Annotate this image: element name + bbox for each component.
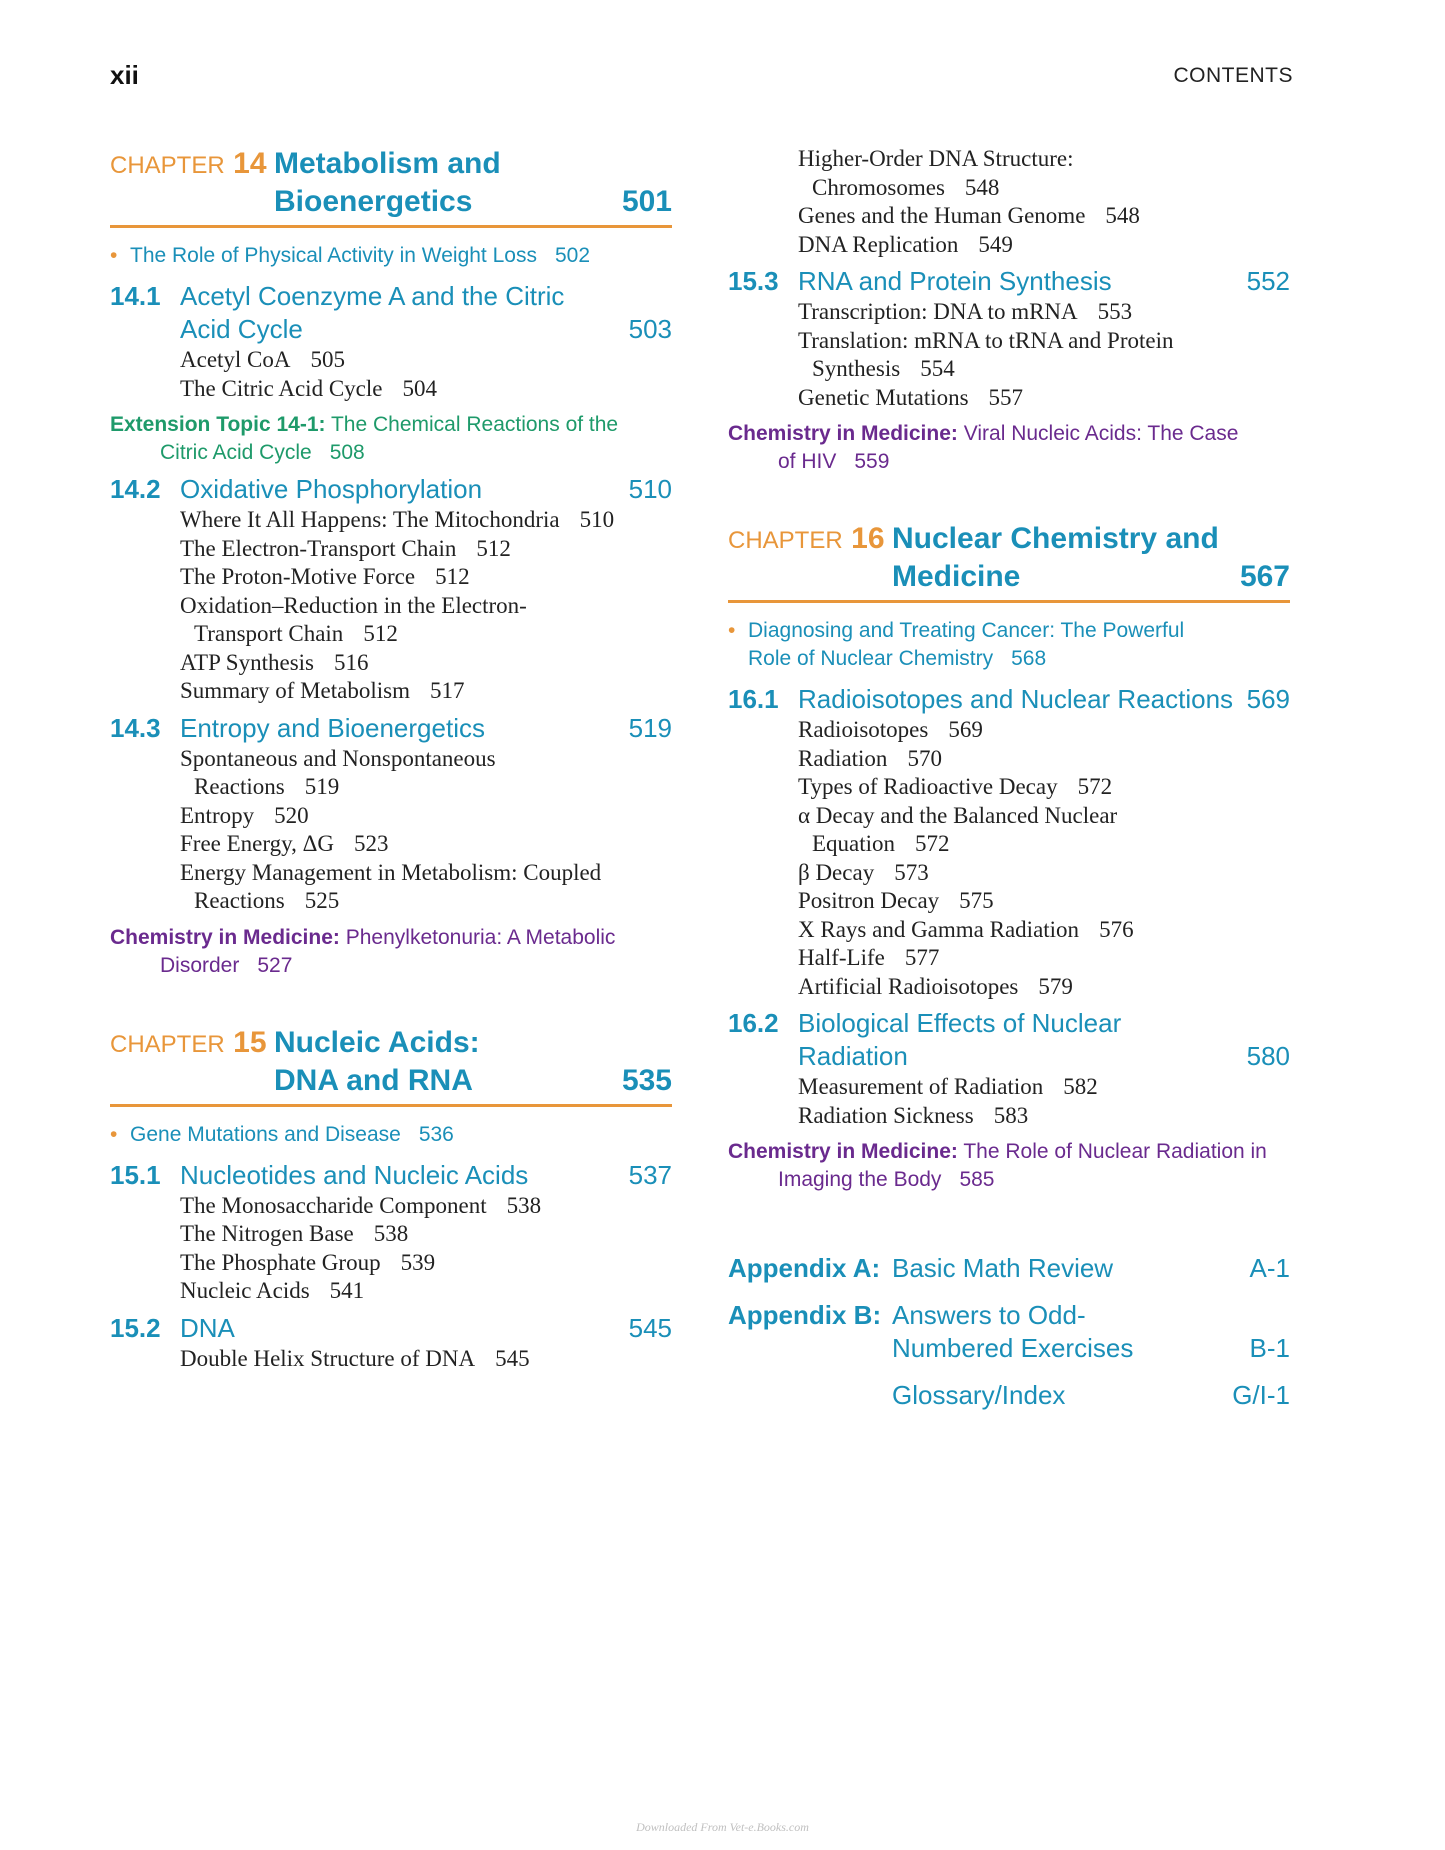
feature-text: The Role of Physical Activity in Weight Loss bbox=[130, 244, 537, 267]
section-title-line: Nucleotides and Nucleic Acids bbox=[180, 1159, 529, 1190]
subsection-text: Reactions bbox=[194, 774, 285, 799]
appendix-title-line: Answers to Odd- bbox=[892, 1300, 1086, 1330]
subsection-text: Reactions bbox=[194, 888, 285, 913]
subsection-page: 573 bbox=[894, 859, 929, 885]
subsection-text: Transport Chain bbox=[194, 621, 344, 646]
subsection-entry[interactable] bbox=[180, 1249, 672, 1278]
subsection-page: 572 bbox=[1077, 774, 1113, 799]
subsection-page: 570 bbox=[907, 745, 942, 771]
bullet-icon: • bbox=[728, 619, 736, 642]
subsection-text: Energy Management in Metabolism: Coupled bbox=[180, 859, 602, 885]
subsection-text: α Decay and the Balanced Nuclear bbox=[798, 802, 1118, 828]
chapter-title-line: DNA and RNA bbox=[274, 1063, 473, 1097]
feature-topic[interactable] bbox=[110, 242, 672, 270]
chapter-label-group bbox=[728, 520, 892, 563]
subsection-page: 579 bbox=[1038, 973, 1073, 999]
appendix-title-line: Numbered Exercises bbox=[892, 1333, 1134, 1363]
chapter-number: 16 bbox=[851, 522, 885, 555]
section-title-line: Acetyl Coenzyme A and the Citric bbox=[180, 281, 565, 311]
chemistry-in-medicine-text: Phenylketonuria: A Metabolic bbox=[345, 925, 616, 949]
feature-topic[interactable] bbox=[110, 1121, 672, 1149]
section-title bbox=[180, 280, 629, 346]
subsection-text: Radiation bbox=[798, 745, 888, 771]
chapter-title-line: Metabolism and bbox=[274, 147, 501, 180]
section-heading[interactable] bbox=[110, 280, 672, 346]
subsection-text: Higher-Order DNA Structure: bbox=[798, 146, 1074, 171]
subsection-entry[interactable] bbox=[180, 1192, 672, 1221]
subsection-page: 504 bbox=[402, 375, 437, 401]
subsection-list bbox=[110, 346, 672, 403]
subsection-entry[interactable] bbox=[180, 649, 672, 678]
subsection-text: The Phosphate Group bbox=[180, 1249, 381, 1275]
subsection-entry[interactable] bbox=[798, 384, 1290, 413]
chemistry-in-medicine-text: Viral Nucleic Acids: The Case bbox=[963, 422, 1239, 445]
chemistry-in-medicine-lead: Chemistry in Medicine: bbox=[728, 422, 958, 445]
appendix-entry[interactable] bbox=[728, 1252, 1290, 1285]
chapter-page-number: 567 bbox=[1239, 560, 1290, 593]
subsection-page: 512 bbox=[476, 535, 511, 561]
bullet-icon: • bbox=[110, 1122, 118, 1146]
subsection-page: 510 bbox=[579, 507, 615, 532]
section-number: 16.1 bbox=[728, 684, 779, 714]
appendix-label bbox=[728, 1379, 892, 1412]
section-number: 15.3 bbox=[728, 266, 779, 296]
feature-page: 536 bbox=[418, 1122, 454, 1146]
subsection-text: Translation: mRNA to tRNA and Protein bbox=[798, 327, 1174, 353]
section-heading[interactable] bbox=[110, 1159, 672, 1192]
subsection-text: Genetic Mutations bbox=[798, 384, 969, 410]
section-heading[interactable] bbox=[110, 1312, 672, 1345]
subsection-page: 520 bbox=[274, 802, 309, 828]
subsection-list bbox=[728, 145, 1290, 259]
chapter-heading[interactable] bbox=[110, 1024, 672, 1107]
feature-text: Gene Mutations and Disease bbox=[130, 1122, 401, 1146]
section-page: 580 bbox=[1246, 1041, 1290, 1071]
chapter-title-row bbox=[110, 1024, 672, 1104]
chapter-title bbox=[274, 1024, 622, 1100]
right-column bbox=[728, 145, 1290, 1412]
subsection-entry[interactable] bbox=[798, 859, 1290, 888]
subsection-entry[interactable] bbox=[180, 563, 672, 592]
chemistry-in-medicine-text: Imaging the Body bbox=[778, 1168, 942, 1191]
chemistry-in-medicine-page: 527 bbox=[257, 953, 293, 977]
chemistry-in-medicine-page: 585 bbox=[959, 1168, 995, 1191]
subsection-entry[interactable] bbox=[180, 677, 672, 706]
subsection-entry[interactable] bbox=[180, 535, 672, 564]
subsection-page: 523 bbox=[354, 831, 389, 856]
subsection-entry[interactable] bbox=[180, 1220, 672, 1249]
extension-topic-page: 508 bbox=[329, 441, 365, 464]
subsection-text: Entropy bbox=[180, 802, 255, 828]
subsection-entry[interactable] bbox=[180, 859, 672, 916]
subsection-entry[interactable] bbox=[798, 944, 1290, 973]
subsection-page: 577 bbox=[904, 945, 940, 970]
chapter-heading[interactable] bbox=[728, 520, 1290, 603]
subsection-text: The Monosaccharide Component bbox=[180, 1192, 487, 1218]
bullet-icon: • bbox=[110, 244, 118, 267]
extension-topic-lead: Extension Topic 14-1: bbox=[110, 413, 326, 436]
subsection-entry[interactable] bbox=[798, 773, 1290, 802]
subsection-page: 548 bbox=[964, 174, 1000, 200]
left-column bbox=[110, 145, 672, 1373]
chemistry-in-medicine-text: of HIV bbox=[778, 450, 837, 473]
subsection-text: Synthesis bbox=[812, 356, 901, 381]
section-title-line: Oxidative Phosphorylation bbox=[180, 474, 483, 504]
section-title-line: Biological Effects of Nuclear bbox=[798, 1008, 1122, 1038]
subsection-text: X Rays and Gamma Radiation bbox=[798, 916, 1080, 942]
chapter-page-number: 501 bbox=[621, 185, 672, 218]
chemistry-in-medicine-text: The Role of Nuclear Radiation in bbox=[963, 1140, 1267, 1163]
chapter-title-row bbox=[110, 145, 672, 225]
subsection-page: 554 bbox=[920, 356, 955, 381]
chapter-title-line: Medicine bbox=[892, 560, 1021, 593]
subsection-entry[interactable] bbox=[798, 745, 1290, 774]
subsection-text: Artificial Radioisotopes bbox=[798, 973, 1019, 999]
subsection-page: 553 bbox=[1097, 299, 1133, 324]
subsection-entry[interactable] bbox=[180, 1345, 672, 1374]
appendix-label: Appendix B: bbox=[728, 1300, 882, 1330]
feature-text: Role of Nuclear Chemistry bbox=[748, 647, 994, 670]
feature-text: Diagnosing and Treating Cancer: The Powerful bbox=[748, 619, 1185, 642]
subsection-entry[interactable] bbox=[798, 145, 1290, 202]
subsection-text: The Citric Acid Cycle bbox=[180, 375, 383, 401]
appendix-entry[interactable] bbox=[728, 1299, 1290, 1365]
section-title-line: Acid Cycle bbox=[180, 314, 303, 344]
subsection-entry[interactable] bbox=[180, 375, 672, 404]
subsection-list bbox=[110, 506, 672, 706]
page-number: xii bbox=[110, 60, 139, 90]
subsection-page: 549 bbox=[978, 231, 1013, 257]
section-title-line: DNA bbox=[180, 1312, 235, 1343]
section-page: 552 bbox=[1246, 266, 1290, 296]
subsection-page: 519 bbox=[304, 774, 340, 799]
chapter-title-line: Nucleic Acids: bbox=[274, 1025, 480, 1059]
section-title bbox=[798, 1007, 1247, 1073]
chemistry-in-medicine-page: 559 bbox=[854, 450, 890, 473]
extension-topic-text: The Chemical Reactions of the bbox=[330, 413, 619, 436]
subsection-page: 557 bbox=[988, 384, 1024, 410]
chemistry-in-medicine[interactable] bbox=[728, 1138, 1290, 1194]
subsection-text: Radioisotopes bbox=[798, 717, 929, 742]
subsection-text: Positron Decay bbox=[798, 888, 940, 913]
extension-topic-text: Citric Acid Cycle bbox=[160, 441, 312, 464]
subsection-entry[interactable] bbox=[180, 346, 672, 375]
subsection-page: 576 bbox=[1099, 916, 1134, 942]
subsection-entry[interactable] bbox=[798, 1073, 1290, 1102]
section-title bbox=[180, 1312, 629, 1345]
subsection-entry[interactable] bbox=[798, 802, 1290, 859]
section-title bbox=[180, 473, 629, 506]
section-number: 15.2 bbox=[110, 1312, 161, 1343]
appendix-label: Appendix A: bbox=[728, 1253, 881, 1283]
feature-page: 502 bbox=[554, 244, 591, 267]
chapter-label: CHAPTER bbox=[728, 527, 843, 554]
subsection-text: DNA Replication bbox=[798, 231, 959, 257]
chapter-title bbox=[892, 520, 1240, 596]
subsection-list bbox=[728, 716, 1290, 1001]
subsection-entry[interactable] bbox=[798, 231, 1290, 260]
subsection-entry[interactable] bbox=[798, 916, 1290, 945]
section-title bbox=[798, 683, 1247, 716]
section-title bbox=[180, 1159, 629, 1192]
section-heading[interactable] bbox=[110, 473, 672, 506]
appendix-page: G/I-1 bbox=[1232, 1380, 1290, 1410]
subsection-page: 538 bbox=[506, 1192, 542, 1218]
subsection-list bbox=[110, 1192, 672, 1306]
running-head: CONTENTS bbox=[1173, 64, 1293, 87]
subsection-entry[interactable] bbox=[180, 745, 672, 802]
section-title-line: RNA and Protein Synthesis bbox=[798, 266, 1112, 296]
feature-page: 568 bbox=[1011, 647, 1047, 670]
subsection-page: 545 bbox=[495, 1345, 530, 1371]
subsection-text: Free Energy, ΔG bbox=[180, 831, 335, 856]
subsection-text: Genes and the Human Genome bbox=[798, 203, 1086, 228]
chapter-page-number: 535 bbox=[621, 1063, 672, 1097]
chapter-label: CHAPTER bbox=[110, 152, 225, 179]
subsection-entry[interactable] bbox=[798, 1102, 1290, 1131]
subsection-text: Nucleic Acids bbox=[180, 1278, 310, 1303]
section-heading[interactable] bbox=[728, 1007, 1290, 1073]
subsection-entry[interactable] bbox=[798, 327, 1290, 384]
subsection-page: 505 bbox=[310, 347, 346, 372]
subsection-page: 572 bbox=[915, 831, 950, 856]
subsection-page: 512 bbox=[435, 564, 470, 589]
subsection-entry[interactable] bbox=[798, 298, 1290, 327]
spacer bbox=[728, 1200, 1290, 1238]
chemistry-in-medicine-lead: Chemistry in Medicine: bbox=[110, 925, 340, 949]
subsection-list bbox=[110, 745, 672, 916]
spacer bbox=[110, 986, 672, 1024]
section-heading[interactable] bbox=[110, 712, 672, 745]
chapter-title-line: Nuclear Chemistry and bbox=[892, 522, 1219, 555]
section-number: 16.2 bbox=[728, 1008, 779, 1038]
chapter-number: 15 bbox=[233, 1025, 267, 1059]
subsection-page: 541 bbox=[329, 1278, 365, 1303]
spacer bbox=[728, 482, 1290, 520]
subsection-entry[interactable] bbox=[798, 973, 1290, 1002]
subsection-page: 539 bbox=[400, 1249, 436, 1275]
appendix-title bbox=[892, 1252, 1250, 1285]
subsection-text: ATP Synthesis bbox=[180, 649, 314, 675]
chapter-label: CHAPTER bbox=[110, 1030, 225, 1058]
subsection-page: 582 bbox=[1063, 1074, 1098, 1099]
subsection-text: Transcription: DNA to mRNA bbox=[798, 299, 1078, 324]
feature-topic[interactable] bbox=[728, 617, 1290, 673]
subsection-entry[interactable] bbox=[180, 802, 672, 831]
section-page: 519 bbox=[628, 712, 672, 743]
section-page: 537 bbox=[628, 1159, 672, 1190]
section-number: 15.1 bbox=[110, 1159, 161, 1190]
section-title-line: Entropy and Bioenergetics bbox=[180, 712, 485, 743]
subsection-text: The Electron-Transport Chain bbox=[180, 535, 457, 561]
subsection-entry[interactable] bbox=[798, 716, 1290, 745]
subsection-text: Acetyl CoA bbox=[180, 347, 291, 372]
subsection-text: Summary of Metabolism bbox=[180, 678, 410, 703]
subsection-page: 583 bbox=[993, 1102, 1029, 1128]
subsection-page: 525 bbox=[304, 888, 340, 913]
chapter-number: 14 bbox=[233, 147, 267, 180]
chapter-title bbox=[274, 145, 622, 221]
section-title-line: Radioisotopes and Nuclear Reactions bbox=[798, 684, 1234, 714]
subsection-text: The Proton-Motive Force bbox=[180, 564, 416, 589]
subsection-list bbox=[728, 1073, 1290, 1130]
appendix-page: A-1 bbox=[1249, 1253, 1290, 1283]
subsection-list bbox=[110, 1345, 672, 1374]
chapter-title-row bbox=[728, 520, 1290, 600]
subsection-page: 548 bbox=[1105, 203, 1140, 228]
subsection-text: Where It All Happens: The Mitochondria bbox=[180, 507, 560, 532]
subsection-text: Measurement of Radiation bbox=[798, 1074, 1044, 1099]
subsection-text: Equation bbox=[812, 831, 896, 856]
appendix-title-line: Basic Math Review bbox=[892, 1253, 1114, 1283]
section-number: 14.1 bbox=[110, 281, 161, 311]
subsection-entry[interactable] bbox=[798, 887, 1290, 916]
subsection-page: 516 bbox=[333, 649, 369, 675]
subsection-entry[interactable] bbox=[798, 202, 1290, 231]
appendix-entry[interactable] bbox=[728, 1379, 1290, 1412]
subsection-text: Chromosomes bbox=[812, 174, 945, 200]
subsection-list bbox=[728, 298, 1290, 412]
section-page: 510 bbox=[628, 474, 672, 504]
appendix-title bbox=[892, 1379, 1232, 1412]
subsection-text: Half-Life bbox=[798, 945, 885, 970]
section-heading[interactable] bbox=[728, 265, 1290, 298]
subsection-entry[interactable] bbox=[180, 506, 672, 535]
watermark-footer: Downloaded From Vet-e.Books.com bbox=[636, 1820, 809, 1834]
subsection-page: 512 bbox=[363, 621, 398, 646]
chemistry-in-medicine[interactable] bbox=[728, 420, 1290, 476]
section-page: 503 bbox=[628, 314, 672, 344]
section-number: 14.2 bbox=[110, 474, 161, 504]
subsection-page: 575 bbox=[959, 888, 994, 913]
subsection-text: The Nitrogen Base bbox=[180, 1221, 354, 1246]
section-title-line: Radiation bbox=[798, 1041, 908, 1071]
chapter-heading[interactable] bbox=[110, 145, 672, 228]
appendix-title-line: Glossary/Index bbox=[892, 1380, 1066, 1410]
chapter-label-group bbox=[110, 1024, 274, 1067]
chapter-title-line: Bioenergetics bbox=[274, 185, 473, 218]
section-title bbox=[798, 265, 1247, 298]
section-number: 14.3 bbox=[110, 712, 161, 743]
subsection-text: Oxidation–Reduction in the Electron- bbox=[180, 592, 527, 618]
chapter-label-group bbox=[110, 145, 274, 188]
subsection-page: 538 bbox=[373, 1221, 409, 1246]
chemistry-in-medicine[interactable] bbox=[110, 924, 672, 980]
subsection-page: 517 bbox=[429, 678, 465, 703]
subsection-text: Double Helix Structure of DNA bbox=[180, 1345, 476, 1371]
section-title bbox=[180, 712, 629, 745]
appendix-page: B-1 bbox=[1249, 1333, 1290, 1363]
subsection-entry[interactable] bbox=[180, 1277, 672, 1306]
subsection-page: 569 bbox=[948, 717, 983, 742]
chemistry-in-medicine-text: Disorder bbox=[160, 953, 240, 977]
section-heading[interactable] bbox=[728, 683, 1290, 716]
subsection-entry[interactable] bbox=[180, 830, 672, 859]
subsection-entry[interactable] bbox=[180, 592, 672, 649]
section-page: 569 bbox=[1246, 684, 1290, 714]
extension-topic[interactable] bbox=[110, 411, 672, 467]
subsection-text: Spontaneous and Nonspontaneous bbox=[180, 745, 496, 771]
subsection-text: Radiation Sickness bbox=[798, 1102, 974, 1128]
subsection-text: β Decay bbox=[798, 859, 875, 885]
section-page: 545 bbox=[628, 1312, 672, 1343]
appendix-title bbox=[892, 1299, 1250, 1365]
subsection-text: Types of Radioactive Decay bbox=[798, 774, 1058, 799]
chemistry-in-medicine-lead: Chemistry in Medicine: bbox=[728, 1140, 958, 1163]
